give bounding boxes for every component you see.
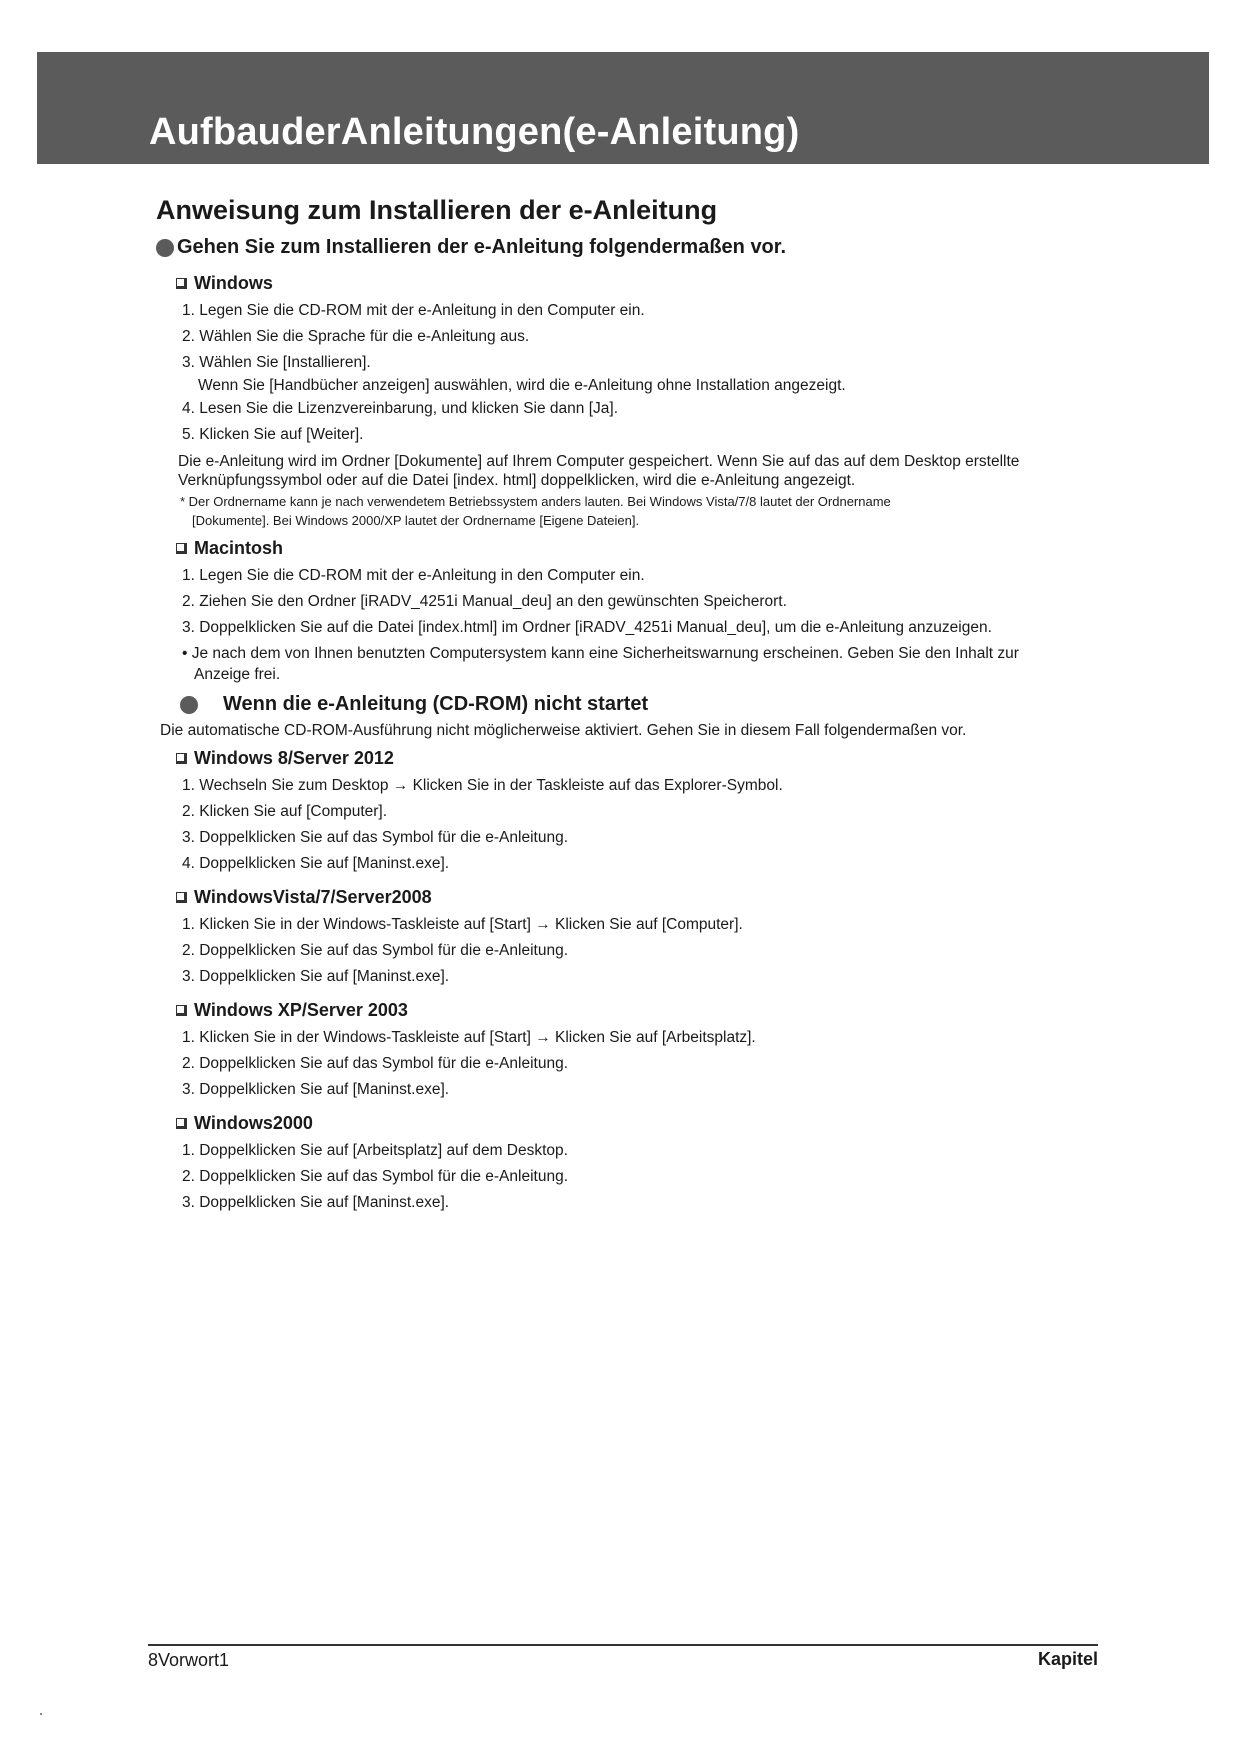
list-item: 3. Doppelklicken Sie auf die Datei [index.html] im Ordner [iRADV_4251i Manual_deu], um die e-Anleitung anzuzeigen. (182, 619, 992, 636)
page-header-banner (37, 52, 1209, 164)
macintosh-section (176, 538, 1106, 685)
list-item: 4. Lesen Sie die Lizenzvereinbarung, und klicken Sie dann [Ja]. (182, 400, 619, 417)
list-item: 2. Doppelklicken Sie auf das Symbol für die e-Anleitung. (182, 1168, 568, 1185)
w2000-section (176, 1113, 1106, 1216)
windows-footnote (180, 492, 1106, 530)
section-heading: Anweisung zum Installieren der e-Anleitung (156, 195, 718, 225)
list-item: 1. Legen Sie die CD-ROM mit der e-Anleitung in den Computer ein. (182, 302, 645, 319)
macintosh-warning (182, 643, 1106, 685)
checkbox-square-icon (176, 892, 187, 903)
list-item: 3. Doppelklicken Sie auf [Maninst.exe]. (182, 968, 450, 985)
windows-note: Die e-Anleitung wird im Ordner [Dokumente] auf Ihrem Computer gespeichert. Wenn Sie auf das auf dem Desktop erstellte Verknüpfungssymbol oder auf die Datei [index. html] doppelklicken, wird die e-Anleitung angezeigt. (178, 453, 1020, 489)
list-item: 2. Doppelklicken Sie auf das Symbol für die e-Anleitung. (182, 1055, 568, 1072)
list-item: 2. Klicken Sie auf [Computer]. (182, 803, 388, 820)
win8-steps (176, 773, 1106, 877)
list-item: 2. Wählen Sie die Sprache für die e-Anleitung aus. (182, 328, 530, 345)
checkbox-square-icon (176, 278, 187, 289)
vista-steps (176, 912, 1106, 990)
list-item: 5. Klicken Sie auf [Weiter]. (182, 426, 364, 443)
footnote-line: * Der Ordnername kann je nach verwendetem Betriebssystem anders lauten. Bei Windows Vista/7/8 lautet der Ordnername (180, 494, 891, 509)
footer-page-label: 8Vorwort1 (148, 1650, 230, 1670)
list-item: 1. Klicken Sie in der Windows-Taskleiste auf [Start] → Klicken Sie auf [Computer]. (182, 916, 743, 933)
scan-artifact (40, 1713, 42, 1715)
w2000-title: Windows2000 (194, 1113, 313, 1133)
windows-title: Windows (194, 273, 273, 293)
list-item: 3. Doppelklicken Sie auf [Maninst.exe]. (182, 1194, 450, 1211)
w2000-heading (176, 1113, 1106, 1134)
win8-title: Windows 8/Server 2012 (194, 748, 394, 768)
vista-heading (176, 887, 1106, 908)
macintosh-title: Macintosh (194, 538, 284, 558)
warning-line: • Je nach dem von Ihnen benutzten Computersystem kann eine Sicherheitswarnung erscheinen. Geben Sie den Inhalt zur (182, 645, 1019, 662)
step-note: Wenn Sie [Handbücher anzeigen] auswählen, wird die e-Anleitung ohne Installation angezeigt. (198, 377, 846, 394)
checkbox-square-icon (176, 1118, 187, 1129)
list-item: 1. Wechseln Sie zum Desktop → Klicken Sie in der Taskleiste auf das Explorer-Symbol. (182, 777, 783, 794)
warning-line: Anzeige frei. (194, 666, 281, 683)
footer-divider (148, 1644, 1098, 1646)
bullet-circle-icon (156, 239, 174, 257)
windows-heading (176, 273, 1106, 294)
xp-steps (176, 1025, 1106, 1103)
w2000-steps (176, 1138, 1106, 1216)
xp-heading (176, 1000, 1106, 1021)
checkbox-square-icon (176, 1005, 187, 1016)
troubleshoot-title: Wenn die e-Anleitung (CD-ROM) nicht startet (223, 693, 649, 715)
list-item: 3. Doppelklicken Sie auf [Maninst.exe]. (182, 1081, 450, 1098)
footnote-line: [Dokumente]. Bei Windows 2000/XP lautet der Ordnername [Eigene Dateien]. (192, 513, 640, 528)
footer-chapter-label: Kapitel (1037, 1649, 1098, 1669)
win8-section (176, 748, 1106, 877)
list-item: 2. Doppelklicken Sie auf das Symbol für die e-Anleitung. (182, 942, 568, 959)
xp-section (176, 1000, 1106, 1103)
macintosh-heading (176, 538, 1106, 559)
install-intro-text: Gehen Sie zum Installieren der e-Anleitung folgendermaßen vor. (177, 236, 787, 258)
xp-title: Windows XP/Server 2003 (194, 1000, 408, 1020)
install-intro (156, 236, 1106, 259)
vista-title: WindowsVista/7/Server2008 (194, 887, 432, 907)
page-title: AufbauderAnleitungen(e-Anleitung) (149, 111, 800, 153)
windows-steps (176, 298, 1106, 448)
win8-heading (176, 748, 1106, 769)
checkbox-square-icon (176, 543, 187, 554)
list-item: 1. Legen Sie die CD-ROM mit der e-Anleitung in den Computer ein. (182, 567, 645, 584)
list-item: 3. Doppelklicken Sie auf das Symbol für die e-Anleitung. (182, 829, 568, 846)
windows-section (176, 273, 1106, 530)
troubleshoot-intro: Die automatische CD-ROM-Ausführung nicht möglicherweise aktiviert. Gehen Sie in diesem Fall folgendermaßen vor. (160, 722, 967, 739)
list-item: 2. Ziehen Sie den Ordner [iRADV_4251i Manual_deu] an den gewünschten Speicherort. (182, 593, 787, 610)
list-item: 3. Wählen Sie [Installieren]. (182, 354, 371, 371)
vista-section (176, 887, 1106, 990)
checkbox-square-icon (176, 753, 187, 764)
list-item: 1. Doppelklicken Sie auf [Arbeitsplatz] auf dem Desktop. (182, 1142, 568, 1159)
bullet-circle-icon (180, 696, 198, 714)
list-item: 4. Doppelklicken Sie auf [Maninst.exe]. (182, 855, 450, 872)
troubleshoot-heading (156, 693, 1106, 716)
macintosh-steps (176, 563, 1106, 641)
list-item: 1. Klicken Sie in der Windows-Taskleiste auf [Start] → Klicken Sie auf [Arbeitsplatz]. (182, 1029, 756, 1046)
main-content (156, 195, 1106, 1226)
